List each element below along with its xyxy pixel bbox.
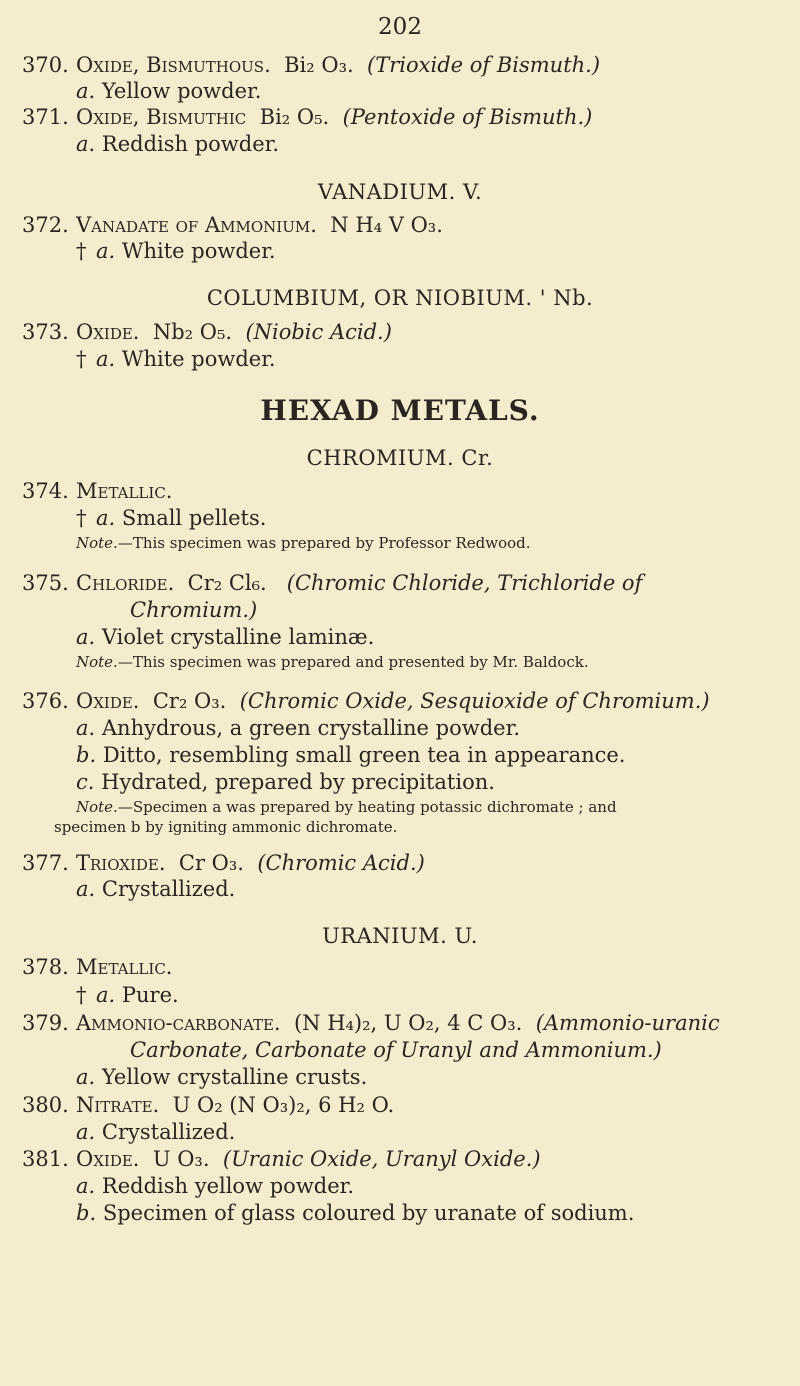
entry-381-heading: 381. Oxide. U O₃. (Uranic Oxide, Uranyl Oxide.) (22, 1147, 541, 1171)
entry-372-a: † a. White powder. (76, 239, 276, 263)
page-number: 202 (378, 14, 422, 40)
entry-375-heading-cont: Chromium.) (130, 598, 258, 622)
dagger-mark: † (76, 983, 87, 1007)
entry-380-a: a. Crystallized. (76, 1120, 236, 1144)
section-hexad-metals: HEXAD METALS. (260, 394, 540, 427)
section-chromium: CHROMIUM. Cr. (306, 446, 494, 470)
entry-373-heading: 373. Oxide. Nb₂ O₅. (Niobic Acid.) (22, 320, 392, 344)
entry-375-heading: 375. Chloride. Cr₂ Cl₆. (Chromic Chloride, Trichloride of (22, 571, 643, 595)
entry-381-a: a. Reddish yellow powder. (76, 1174, 355, 1198)
entry-379-a: a. Yellow crystalline crusts. (76, 1065, 368, 1089)
entry-378-a: † a. Pure. (76, 983, 179, 1007)
entry-376-a: a. Anhydrous, a green crystalline powder. (76, 716, 520, 740)
entry-374-note: Note.—This specimen was prepared by Professor Redwood. (76, 534, 531, 552)
dagger-mark: † (76, 506, 87, 530)
entry-381-b: b. Specimen of glass coloured by uranate of sodium. (76, 1201, 635, 1225)
entry-380-heading: 380. Nitrate. U O₂ (N O₃)₂, 6 H₂ O. (22, 1093, 395, 1117)
entry-376-note: Note.—Specimen a was prepared by heating potassic dichromate ; and (76, 798, 617, 816)
entry-379-heading-cont: Carbonate, Carbonate of Uranyl and Ammonium.) (130, 1038, 662, 1062)
section-uranium: URANIUM. U. (322, 924, 478, 948)
entry-371-a: a. Reddish powder. (76, 132, 280, 156)
entry-379-heading: 379. Ammonio-carbonate. (N H₄)₂, U O₂, 4 C O₃. (Ammonio-uranic (22, 1011, 720, 1035)
dagger-mark: † (76, 239, 87, 263)
entry-372-heading: 372. Vanadate of Ammonium. N H₄ V O₃. (22, 213, 443, 237)
entry-371-heading: 371. Oxide, Bismuthic Bi₂ O₅. (Pentoxide of Bismuth.) (22, 105, 593, 129)
entry-374-a: † a. Small pellets. (76, 506, 267, 530)
entry-376-note-cont: specimen b by igniting ammonic dichromate. (54, 818, 398, 836)
section-vanadium: VANADIUM. V. (317, 180, 483, 204)
entry-378-heading: 378. Metallic. (22, 955, 173, 979)
entry-375-a: a. Violet crystalline laminæ. (76, 625, 375, 649)
entry-373-a: † a. White powder. (76, 347, 276, 371)
entry-375-note: Note.—This specimen was prepared and presented by Mr. Baldock. (76, 653, 589, 671)
entry-377-a: a. Crystallized. (76, 877, 236, 901)
entry-374-heading: 374. Metallic. (22, 479, 173, 503)
entry-377-heading: 377. Trioxide. Cr O₃. (Chromic Acid.) (22, 851, 425, 875)
dagger-mark: † (76, 347, 87, 371)
entry-370-a: a. Yellow powder. (76, 79, 262, 103)
entry-376-b: b. Ditto, resembling small green tea in appearance. (76, 743, 626, 767)
entry-370-heading: 370. Oxide, Bismuthous. Bi₂ O₃. (Trioxide of Bismuth.) (22, 53, 601, 77)
entry-376-heading: 376. Oxide. Cr₂ O₃. (Chromic Oxide, Sesquioxide of Chromium.) (22, 689, 710, 713)
section-columbium: COLUMBIUM, OR NIOBIUM. ' Nb. (206, 286, 594, 310)
entry-376-c: c. Hydrated, prepared by precipitation. (76, 770, 495, 794)
